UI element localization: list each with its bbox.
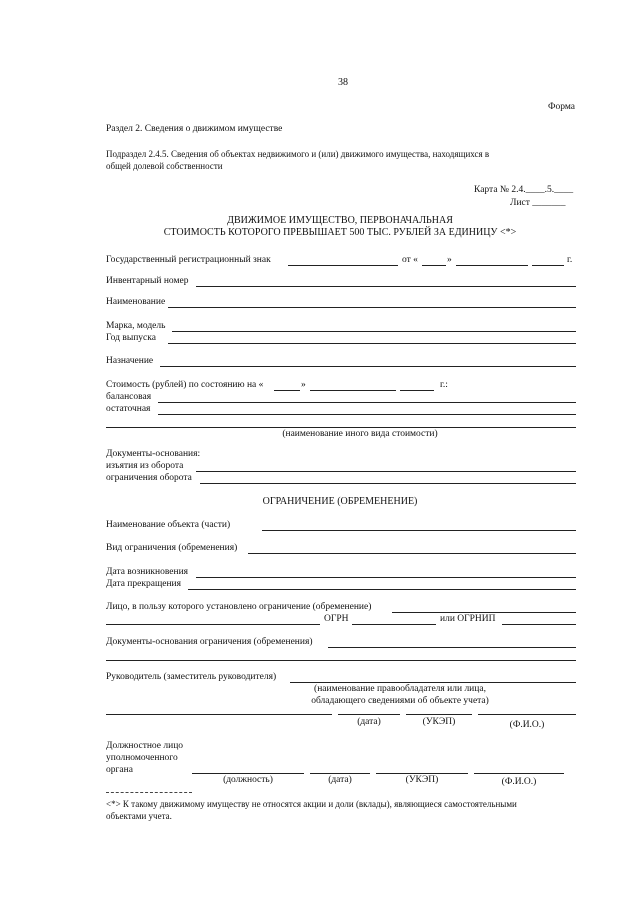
withdrawal-label: изъятия из оборота: [106, 461, 184, 471]
official-label: Должностное лицо: [106, 741, 184, 751]
head-sign-line-ukep[interactable]: [406, 714, 472, 715]
other-cost-field[interactable]: [106, 427, 576, 428]
cost-as-of-label: Стоимость (рублей) по состоянию на «: [106, 380, 264, 390]
head-date-caption: (дата): [357, 717, 381, 727]
reg-sign-field[interactable]: [288, 265, 398, 266]
docs-basis-label: Документы-основания:: [106, 449, 201, 459]
enc-object-field[interactable]: [262, 530, 576, 531]
withdrawal-field[interactable]: [196, 471, 576, 472]
ogrnip-label: или ОГРНИП: [440, 614, 496, 624]
purpose-label: Назначение: [106, 356, 154, 366]
form-title: ДВИЖИМОЕ ИМУЩЕСТВО, ПЕРВОНАЧАЛЬНАЯ: [227, 215, 453, 226]
name-field[interactable]: [168, 307, 576, 308]
head-sign-line-date[interactable]: [338, 714, 400, 715]
head-sign-line-name[interactable]: [106, 714, 332, 715]
head-fio-caption: (Ф.И.О.): [509, 720, 545, 730]
subsection-heading-cont: общей долевой собственности: [106, 161, 223, 171]
head-field[interactable]: [290, 682, 576, 683]
enc-docs-field[interactable]: [328, 647, 576, 648]
reg-date-from-label: от «: [402, 255, 418, 265]
brand-field[interactable]: [172, 331, 576, 332]
enc-date-end-label: Дата прекращения: [106, 579, 182, 589]
subsection-heading: Подраздел 2.4.5. Сведения об объектах недвижимого и (или) движимого имущества, находящихся в: [106, 149, 490, 159]
page-number: 38: [338, 77, 348, 88]
residual-cost-field[interactable]: [158, 414, 576, 415]
official-label-cont2: органа: [106, 765, 133, 775]
enc-date-start-label: Дата возникновения: [106, 567, 189, 577]
head-label: Руководитель (заместитель руководителя): [106, 672, 277, 682]
official-position-caption: (должность): [223, 775, 273, 785]
ogrnip-field[interactable]: [502, 624, 576, 625]
purpose-field[interactable]: [160, 366, 576, 367]
head-ukep-caption: (УКЭП): [422, 717, 456, 727]
cost-date-quote: »: [301, 380, 306, 390]
official-label-cont: уполномоченного: [106, 753, 178, 763]
form-label: Форма: [548, 102, 576, 112]
enc-object-label: Наименование объекта (части): [106, 520, 231, 530]
reg-date-day-field[interactable]: [422, 265, 446, 266]
official-fio-field[interactable]: [474, 773, 564, 774]
reg-date-year-suffix: г.: [567, 255, 573, 265]
official-fio-caption: (Ф.И.О.): [501, 777, 537, 787]
encumbrance-title: ОГРАНИЧЕНИЕ (ОБРЕМЕНЕНИЕ): [262, 496, 418, 507]
enc-date-start-field[interactable]: [196, 577, 576, 578]
official-date-caption: (дата): [328, 775, 352, 785]
cost-date-year-field[interactable]: [400, 390, 434, 391]
footnote: <*> К такому движимому имуществу не относятся акции и доли (вклады), являющиеся самостоятельными: [106, 799, 517, 809]
enc-docs-label: Документы-основания ограничения (обременения): [106, 637, 313, 647]
enc-docs-field-2[interactable]: [106, 660, 576, 661]
name-label: Наименование: [106, 297, 166, 307]
sheet-number: Лист _______: [510, 198, 566, 208]
cost-date-suffix: г.:: [440, 380, 448, 390]
cost-date-month-field[interactable]: [310, 390, 396, 391]
enc-person-label: Лицо, в пользу которого установлено ограничение (обременение): [106, 602, 372, 612]
reg-date-quote: »: [447, 255, 452, 265]
balance-cost-label: балансовая: [106, 392, 152, 402]
residual-cost-label: остаточная: [106, 404, 151, 414]
enc-person-field-2[interactable]: [106, 624, 320, 625]
card-number: Карта № 2.4.____.5.____: [474, 185, 574, 195]
other-cost-caption: (наименование иного вида стоимости): [282, 429, 438, 439]
enc-kind-field[interactable]: [248, 553, 576, 554]
reg-sign-label: Государственный регистрационный знак: [106, 255, 271, 265]
restriction-turnover-label: ограничения оборота: [106, 473, 192, 483]
reg-date-year-field[interactable]: [532, 265, 564, 266]
enc-person-field[interactable]: [392, 612, 576, 613]
year-label: Год выпуска: [106, 333, 156, 343]
official-date-field[interactable]: [310, 773, 370, 774]
official-ukep-field[interactable]: [376, 773, 468, 774]
head-caption-cont: обладающего сведениями об объекте учета): [311, 696, 489, 706]
head-sign-line-fio[interactable]: [478, 714, 576, 715]
footnote-separator: [106, 792, 192, 793]
ogrn-label: ОГРН: [324, 614, 349, 624]
inventory-label: Инвентарный номер: [106, 276, 189, 286]
footnote-cont: объектами учета.: [106, 811, 172, 821]
form-title-cont: СТОИМОСТЬ КОТОРОГО ПРЕВЫШАЕТ 500 ТЫС. РУБЛЕЙ ЗА ЕДИНИЦУ <*>: [163, 227, 517, 238]
section-heading: Раздел 2. Сведения о движимом имуществе: [106, 124, 283, 134]
official-position-field[interactable]: [192, 773, 304, 774]
enc-kind-label: Вид ограничения (обременения): [106, 543, 238, 553]
ogrn-field[interactable]: [352, 624, 436, 625]
year-field[interactable]: [168, 343, 576, 344]
reg-date-month-field[interactable]: [456, 265, 528, 266]
inventory-field[interactable]: [196, 286, 576, 287]
enc-date-end-field[interactable]: [188, 589, 576, 590]
brand-label: Марка, модель: [106, 321, 166, 331]
balance-cost-field[interactable]: [158, 402, 576, 403]
cost-date-day-field[interactable]: [274, 390, 300, 391]
official-ukep-caption: (УКЭП): [405, 775, 439, 785]
head-caption: (наименование правообладателя или лица,: [314, 684, 486, 694]
restriction-turnover-field[interactable]: [200, 483, 576, 484]
